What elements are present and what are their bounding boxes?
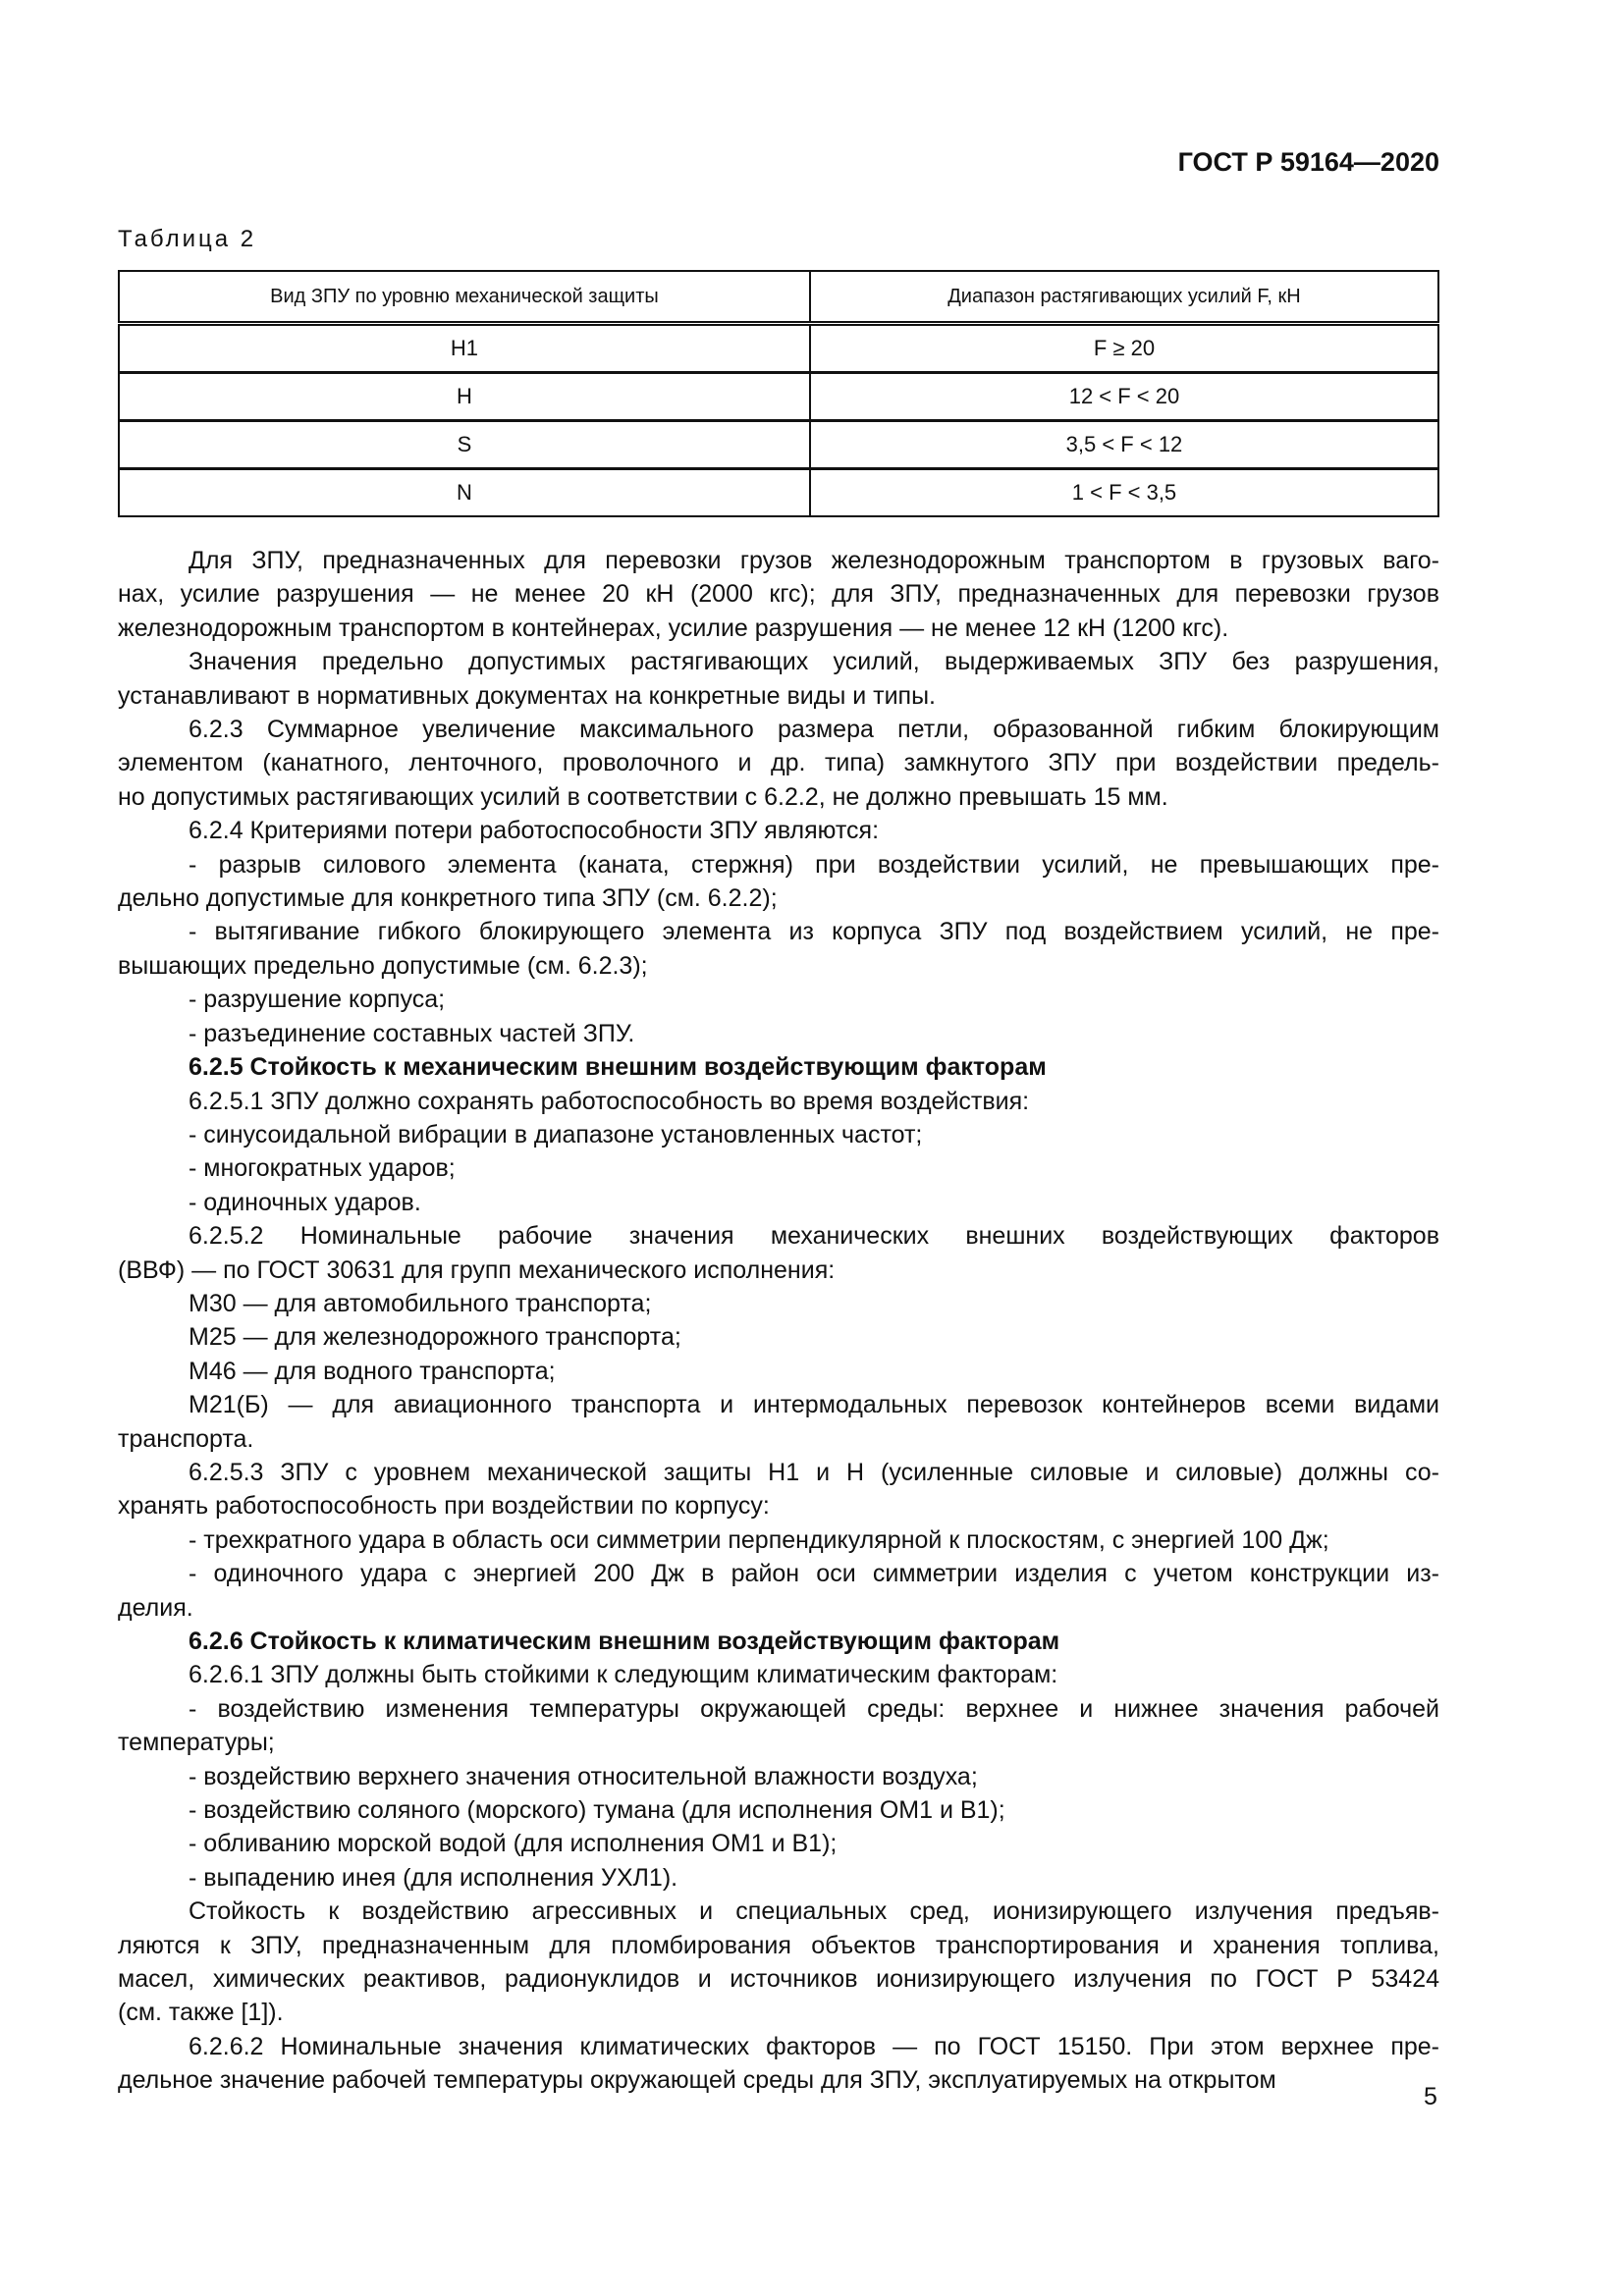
paragraph — [118, 1895, 1439, 2030]
table-row — [119, 421, 1438, 469]
paragraph — [118, 1219, 1439, 1287]
text-line: 6.2.5.2 Номинальные рабочие значения механических внешних воздействующих факторов — [189, 1222, 1439, 1251]
paragraph — [118, 1523, 1439, 1557]
paragraph — [118, 1085, 1439, 1118]
text-line: делия. — [118, 1593, 193, 1622]
text-line: М25 — для железнодорожного транспорта; — [189, 1323, 681, 1352]
paragraph — [118, 1355, 1439, 1388]
paragraph — [118, 1151, 1439, 1185]
paragraph — [118, 983, 1439, 1016]
text-line: дельно допустимые для конкретного типа ЗПУ (см. 6.2.2); — [118, 884, 778, 913]
paragraph — [118, 1658, 1439, 1691]
table-cell: H1 — [119, 324, 810, 373]
table-cell: 3,5 < F < 12 — [810, 421, 1438, 469]
text-line: - синусоидальной вибрации в диапазоне установленных частот; — [189, 1120, 923, 1148]
paragraph — [118, 1827, 1439, 1860]
text-line: М30 — для автомобильного транспорта; — [189, 1289, 652, 1317]
paragraph — [118, 1760, 1439, 1793]
force-range-table — [118, 270, 1439, 517]
text-line: 6.2.6 Стойкость к климатическим внешним воздействующим факторам — [189, 1628, 1060, 1655]
paragraph — [118, 645, 1439, 713]
paragraph — [118, 1388, 1439, 1456]
text-line: М21(Б) — для авиационного транспорта и интермодальных перевозок контейнеров всеми видами — [189, 1391, 1439, 1419]
text-line: (ВВФ) — по ГОСТ 30631 для групп механического исполнения: — [118, 1255, 836, 1284]
text-line: 6.2.6.2 Номинальные значения климатических факторов — по ГОСТ 15150. При этом верхнее пре- — [189, 2032, 1439, 2060]
paragraph — [118, 544, 1439, 645]
text-line: дельное значение рабочей температуры окружающей среды для ЗПУ, эксплуатируемых на открытом — [118, 2066, 1276, 2095]
paragraph — [118, 2030, 1439, 2098]
table-row — [119, 469, 1438, 517]
paragraph — [118, 1320, 1439, 1354]
text-line: - воздействию изменения температуры окружающей среды: верхнее и нижнее значения рабочей — [189, 1694, 1439, 1723]
text-line: - одиночного удара с энергией 200 Дж в район оси симметрии изделия с учетом конструкции из- — [189, 1560, 1439, 1588]
table-body — [119, 324, 1438, 517]
text-line: 6.2.3 Суммарное увеличение максимального размера петли, образованной гибким блокирующим — [189, 716, 1439, 744]
text-line: 6.2.6.1 ЗПУ должны быть стойкими к следующим климатическим факторам: — [189, 1661, 1058, 1689]
text-line: 6.2.5 Стойкость к механическим внешним воздействующим факторам — [189, 1053, 1047, 1082]
text-line: - многократных ударов; — [189, 1154, 456, 1183]
text-line: - обливанию морской водой (для исполнения ОМ1 и В1); — [189, 1830, 838, 1858]
text-line: хранять работоспособность при воздействии по корпусу: — [118, 1492, 770, 1521]
text-line: - одиночных ударов. — [189, 1188, 421, 1216]
section-heading — [118, 1625, 1439, 1658]
text-line: вышающих предельно допустимые (см. 6.2.3); — [118, 951, 648, 980]
document-id: ГОСТ Р 59164—2020 — [1177, 147, 1439, 177]
paragraph — [118, 1456, 1439, 1523]
text-line: устанавливают в нормативных документах на конкретные виды и типы. — [118, 681, 937, 710]
text-line: Стойкость к воздействию агрессивных и специальных сред, ионизирующего излучения предъяв- — [189, 1897, 1439, 1926]
text-line: - разрушение корпуса; — [189, 986, 446, 1014]
text-line: М46 — для водного транспорта; — [189, 1357, 556, 1385]
document-body — [118, 544, 1439, 2098]
table-row — [119, 324, 1438, 373]
section-heading — [118, 1050, 1439, 1084]
paragraph — [118, 1186, 1439, 1219]
paragraph — [118, 848, 1439, 916]
text-line: - воздействию верхнего значения относительной влажности воздуха; — [189, 1762, 978, 1790]
paragraph — [118, 1118, 1439, 1151]
table-cell: 1 < F < 3,5 — [810, 469, 1438, 517]
text-line: - разрыв силового элемента (каната, стержня) при воздействии усилий, не превышающих пре- — [189, 850, 1439, 879]
paragraph — [118, 713, 1439, 814]
table-cell: F ≥ 20 — [810, 324, 1438, 373]
table-cell: S — [119, 421, 810, 469]
paragraph — [118, 1017, 1439, 1050]
paragraph — [118, 1793, 1439, 1827]
table-cell: N — [119, 469, 810, 517]
paragraph — [118, 915, 1439, 983]
text-line: транспорта. — [118, 1424, 254, 1453]
table-row — [119, 373, 1438, 421]
column-header: Вид ЗПУ по уровню механической защиты — [119, 271, 810, 324]
text-line: железнодорожным транспортом в контейнерах, усилие разрушения — не менее 12 кН (1200 кгс). — [118, 614, 1229, 642]
text-line: - разъединение составных частей ЗПУ. — [189, 1019, 635, 1047]
text-line: - воздействию соляного (морского) тумана (для исполнения ОМ1 и В1); — [189, 1796, 1005, 1825]
text-line: 6.2.5.3 ЗПУ с уровнем механической защиты Н1 и Н (усиленные силовые и силовые) должны со- — [189, 1458, 1439, 1486]
column-header: Диапазон растягивающих усилий F, кН — [810, 271, 1438, 324]
text-line: но допустимых растягивающих усилий в соответствии с 6.2.2, не должно превышать 15 мм. — [118, 782, 1168, 811]
text-line: Для ЗПУ, предназначенных для перевозки грузов железнодорожным транспортом в грузовых ваго- — [189, 547, 1439, 574]
table-caption: Таблица 2 — [118, 226, 257, 252]
text-line: 6.2.4 Критериями потери работоспособности ЗПУ являются: — [189, 817, 880, 845]
text-line: Значения предельно допустимых растягивающих усилий, выдерживаемых ЗПУ без разрушения, — [189, 648, 1439, 676]
text-line: нах, усилие разрушения — не менее 20 кН (2000 кгс); для ЗПУ, предназначенных для перевозки грузов — [118, 580, 1439, 609]
text-line: 6.2.5.1 ЗПУ должно сохранять работоспособность во время воздействия: — [189, 1087, 1030, 1115]
paragraph — [118, 1692, 1439, 1760]
paragraph — [118, 1287, 1439, 1320]
text-line: (см. также [1]). — [118, 1999, 284, 2027]
text-line: - вытягивание гибкого блокирующего элемента из корпуса ЗПУ под воздействием усилий, не пре- — [189, 918, 1439, 946]
table-cell: H — [119, 373, 810, 421]
text-line: элементом (канатного, ленточного, проволочного и др. типа) замкнутого ЗПУ при воздействии предель- — [118, 749, 1439, 777]
text-line: - выпадению инея (для исполнения УХЛ1). — [189, 1863, 678, 1892]
table-header-row — [119, 271, 1438, 324]
text-line: - трехкратного удара в область оси симметрии перпендикулярной к плоскостям, с энергией 100 Дж; — [189, 1525, 1329, 1554]
text-line: масел, химических реактивов, радионуклидов и источников ионизирующего излучения по ГОСТ Р 53424 — [118, 1965, 1439, 1994]
page-number: 5 — [1424, 2083, 1437, 2110]
table-cell: 12 < F < 20 — [810, 373, 1438, 421]
paragraph — [118, 1861, 1439, 1895]
paragraph — [118, 814, 1439, 847]
text-line: температуры; — [118, 1729, 275, 1757]
paragraph — [118, 1557, 1439, 1625]
text-line: ляются к ЗПУ, предназначенным для пломбирования объектов транспортирования и хранения топлива, — [118, 1931, 1439, 1959]
